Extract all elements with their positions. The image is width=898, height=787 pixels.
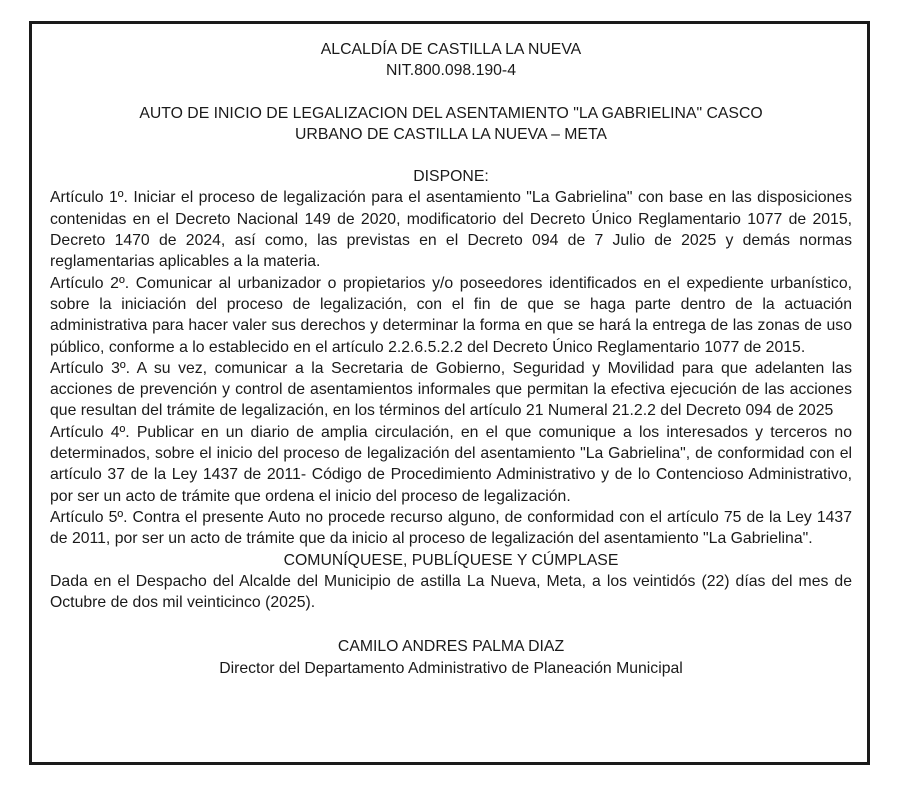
notice-content xyxy=(50,39,852,679)
entity-name: ALCALDÍA DE CASTILLA LA NUEVA xyxy=(320,41,582,58)
entity-nit: NIT.800.098.190-4 xyxy=(386,62,516,80)
article-3: Artículo 3º. A su vez, comunicar a la Secretaria de Gobierno, Seguridad y Movilidad para que adelanten las acciones de prevención y control de asentamientos informales que permitan la efectiva ejecución de las acciones que resultan del trámite de legalización, en los términos del artículo 21 Numeral 21.2.2 del Decreto 094 de 2025 xyxy=(50,359,852,420)
dispone-heading: DISPONE: xyxy=(413,168,489,186)
document-title-line1: AUTO DE INICIO DE LEGALIZACION DEL ASENTAMIENTO "LA GABRIELINA" CASCO xyxy=(139,104,763,122)
signatory-role: Director del Departamento Administrativo de Planeación Municipal xyxy=(219,659,683,677)
article-4: Artículo 4º. Publicar en un diario de amplia circulación, en el que comunique a los interesados y terceros no determinados, sobre el inicio del proceso de legalización del asentamiento "La Gabrielina", de conformidad con el artículo 37 de la Ley 1437 de 2011- Código de Procedimiento Administrativo y de lo Contencioso Administrativo, por ser un acto de trámite que ordena el inicio del proceso de legalización. xyxy=(50,423,852,505)
article-1: Artículo 1º. Iniciar el proceso de legalización para el asentamiento "La Gabrielina" con base en las disposiciones contenidas en el Decreto Nacional 149 de 2020, modificatorio del Decreto Único Reglamentario 1077 de 2015, Decreto 1470 de 2024, así como, las previstas en el Decreto 094 de 7 Julio de 2025 y demás normas reglamentarias aplicables a la materia. xyxy=(50,189,852,271)
notice-frame xyxy=(29,21,870,765)
signatory-name: CAMILO ANDRES PALMA DIAZ xyxy=(337,638,565,656)
article-5: Artículo 5º. Contra el presente Auto no procede recurso alguno, de conformidad con el artículo 75 de la Ley 1437 de 2011, por ser un acto de trámite que da inicio al proceso de legalización del asentamiento "La Gabrielina". xyxy=(50,508,852,548)
given-at-text: Dada en el Despacho del Alcalde del Municipio de astilla La Nueva, Meta, a los veintidós (22) días del mes de Octubre de dos mil veinticinco (2025). xyxy=(50,572,852,612)
document-title-line2: URBANO DE CASTILLA LA NUEVA – META xyxy=(295,125,607,143)
article-2: Artículo 2º. Comunicar al urbanizador o propietarios y/o poseedores identificados en el expediente urbanístico, sobre la iniciación del proceso de legalización, con el fin de que se haga parte dentro de la actuación administrativa para hacer valer sus derechos y determinar la forma en que se hará la entrega de las zonas de uso público, conforme a lo establecido en el artículo 2.2.6.5.2.2 del Decreto Único Reglamentario 1077 de 2015. xyxy=(50,274,852,356)
closing-heading: COMUNÍQUESE, PUBLÍQUESE Y CÚMPLASE xyxy=(283,551,619,569)
